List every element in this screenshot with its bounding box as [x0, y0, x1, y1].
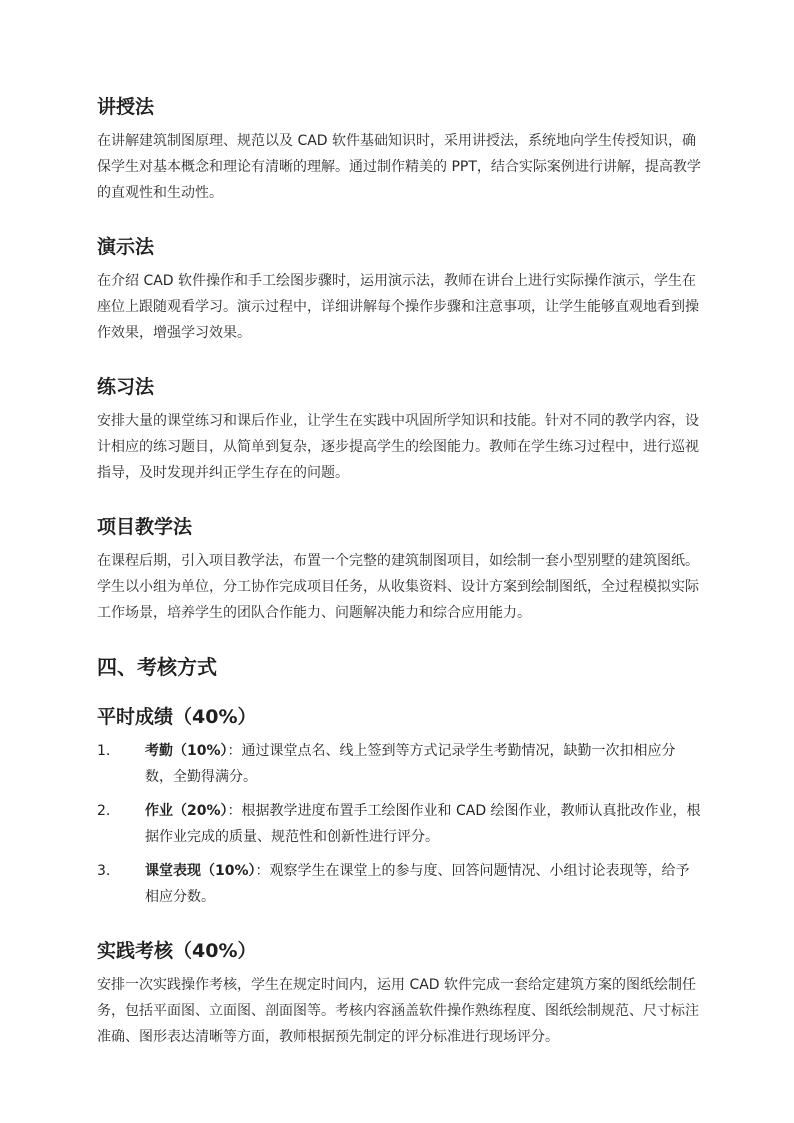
section-title: 平时成绩（40%）	[97, 706, 257, 728]
section-body: 在介绍 CAD 软件操作和手工绘图步骤时，运用演示法，教师在讲台上进行实际操作演示，学生在座位上跟随观看学习。演示过程中，详细讲解每个操作步骤和注意事项，让学生能够直观地看到操作效果，增强学习效果。	[97, 273, 699, 341]
list-item	[97, 858, 703, 910]
document-page	[97, 92, 703, 1076]
section-regular-grade	[97, 702, 703, 910]
chapter-title: 四、考核方式	[97, 655, 217, 679]
section-practice-method	[97, 372, 703, 486]
list-number: 2.	[97, 803, 111, 819]
item-label: 考勤（10%）	[145, 743, 228, 759]
chapter-heading-wrap	[97, 652, 703, 682]
item-text: ：根据教学进度布置手工绘图作业和 CAD 绘图作业，教师认真批改作业，根据作业完成的质量、规范性和创新性进行评分。	[145, 803, 701, 845]
list-item-content	[145, 738, 703, 790]
list-item	[97, 798, 703, 850]
section-lecture	[97, 92, 703, 206]
section-project-teaching	[97, 512, 703, 626]
section-demonstration	[97, 232, 703, 346]
section-title: 实践考核（40%）	[97, 940, 257, 962]
item-text: ：通过课堂点名、线上签到等方式记录学生考勤情况，缺勤一次扣相应分数，全勤得满分。	[145, 743, 676, 785]
item-label: 作业（20%）	[145, 803, 228, 819]
grade-list	[97, 738, 703, 910]
list-number: 3.	[97, 863, 111, 879]
section-title: 项目教学法	[97, 516, 193, 538]
section-title: 演示法	[97, 236, 155, 258]
section-practice-exam	[97, 936, 703, 1050]
item-label: 课堂表现（10%）	[145, 863, 256, 879]
section-body: 安排一次实践操作考核，学生在规定时间内，运用 CAD 软件完成一套给定建筑方案的图纸绘制任务，包括平面图、立面图、剖面图等。考核内容涵盖软件操作熟练程度、图纸绘制规范、尺寸标注准确、图形表达清晰等方面，教师根据预先制定的评分标准进行现场评分。	[97, 977, 699, 1045]
list-item-content	[145, 858, 703, 910]
item-text: ：观察学生在课堂上的参与度、回答问题情况、小组讨论表现等，给予相应分数。	[145, 863, 690, 905]
section-title: 讲授法	[97, 96, 155, 118]
section-body: 在讲解建筑制图原理、规范以及 CAD 软件基础知识时，采用讲授法，系统地向学生传授知识，确保学生对基本概念和理论有清晰的理解。通过制作精美的 PPT，结合实际案例进行讲解，提高教学的直观性和生动性。	[97, 133, 701, 201]
section-body: 在课程后期，引入项目教学法，布置一个完整的建筑制图项目，如绘制一套小型别墅的建筑图纸。学生以小组为单位，分工协作完成项目任务，从收集资料、设计方案到绘制图纸，全过程模拟实际工作场景，培养学生的团队合作能力、问题解决能力和综合应用能力。	[97, 553, 699, 621]
section-body: 安排大量的课堂练习和课后作业，让学生在实践中巩固所学知识和技能。针对不同的教学内容，设计相应的练习题目，从简单到复杂，逐步提高学生的绘图能力。教师在学生练习过程中，进行巡视指导，及时发现并纠正学生存在的问题。	[97, 413, 699, 481]
list-number: 1.	[97, 743, 111, 759]
list-item	[97, 738, 703, 790]
section-title: 练习法	[97, 376, 155, 398]
list-item-content	[145, 798, 703, 850]
